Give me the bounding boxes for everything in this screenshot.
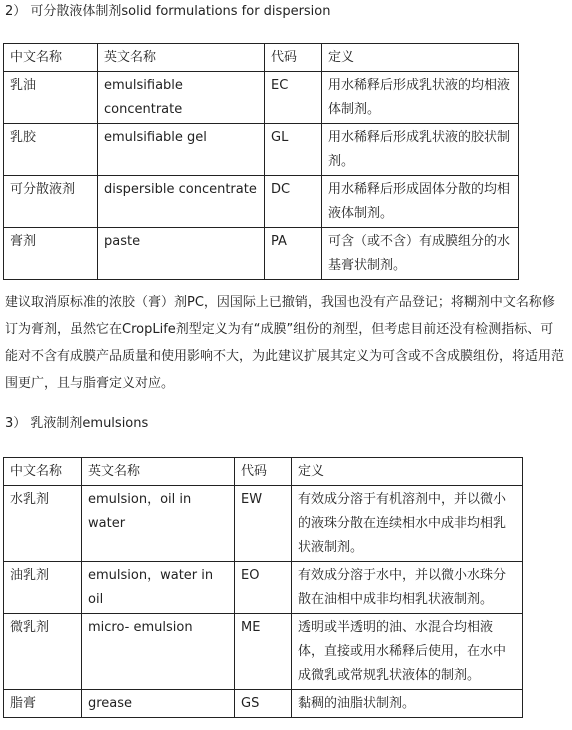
cell-chinese-name: 脂膏 — [4, 690, 82, 718]
table-row — [4, 614, 523, 690]
table-row — [4, 124, 519, 176]
table-row — [4, 228, 519, 280]
table-header-row — [4, 44, 519, 72]
header-code: 代码 — [265, 44, 322, 72]
cell-code: EO — [235, 562, 292, 614]
table-row — [4, 486, 523, 562]
cell-english-name: emulsifiable concentrate — [98, 72, 265, 124]
cell-code: DC — [265, 176, 322, 228]
cell-english-name: emulsifiable gel — [98, 124, 265, 176]
recommendation-paragraph: 建议取消原标准的浓胶（膏）剂PC，因国际上已撤销，我国也没有产品登记；将糊剂中文名称修订为膏剂，虽然它在CropLife剂型定义为有“成膜”组份的剂型，但考虑目前还没有检测指标、可能对不含有成膜产品质量和使用影响不大，为此建议扩展其定义为可含或不含成膜组份，将适用范围更广，且与脂膏定义对应。 — [5, 295, 565, 391]
cell-code: EC — [265, 72, 322, 124]
cell-definition: 有效成分溶于水中，并以微小水珠分散在油相中成非均相乳状液制剂。 — [292, 562, 523, 614]
cell-definition: 用水稀释后形成乳状液的胶状制剂。 — [322, 124, 519, 176]
cell-chinese-name: 微乳剂 — [4, 614, 82, 690]
cell-code: GS — [235, 690, 292, 718]
cell-english-name: emulsion，oil in water — [82, 486, 235, 562]
table-row — [4, 176, 519, 228]
cell-definition: 黏稠的油脂状制剂。 — [292, 690, 523, 718]
table-row — [4, 72, 519, 124]
cell-code: PA — [265, 228, 322, 280]
table-emulsion-formulations — [3, 457, 523, 718]
cell-definition: 透明或半透明的油、水混合均相液体，直接或用水稀释后使用，在水中成微乳或常规乳状液体的制剂。 — [292, 614, 523, 690]
cell-code: GL — [265, 124, 322, 176]
table-header-row — [4, 458, 523, 486]
cell-english-name: micro- emulsion — [82, 614, 235, 690]
cell-chinese-name: 油乳剂 — [4, 562, 82, 614]
header-code: 代码 — [235, 458, 292, 486]
header-definition: 定义 — [322, 44, 519, 72]
table-dispersible-liquid-formulations — [3, 43, 519, 280]
cell-definition: 有效成分溶于有机溶剂中，并以微小的液珠分散在连续相水中成非均相乳状液制剂。 — [292, 486, 523, 562]
cell-chinese-name: 可分散液剂 — [4, 176, 98, 228]
cell-english-name: emulsion，water in oil — [82, 562, 235, 614]
table-row — [4, 562, 523, 614]
cell-english-name: paste — [98, 228, 265, 280]
cell-chinese-name: 膏剂 — [4, 228, 98, 280]
cell-code: ME — [235, 614, 292, 690]
cell-definition: 用水稀释后形成乳状液的均相液体制剂。 — [322, 72, 519, 124]
section-heading-solid-formulations: 2） 可分散液体制剂solid formulations for dispersion — [5, 4, 331, 19]
cell-chinese-name: 乳胶 — [4, 124, 98, 176]
header-chinese-name: 中文名称 — [4, 458, 82, 486]
header-definition: 定义 — [292, 458, 523, 486]
cell-chinese-name: 乳油 — [4, 72, 98, 124]
cell-chinese-name: 水乳剂 — [4, 486, 82, 562]
table-row — [4, 690, 523, 718]
cell-definition: 用水稀释后形成固体分散的均相液体制剂。 — [322, 176, 519, 228]
cell-english-name: grease — [82, 690, 235, 718]
cell-english-name: dispersible concentrate — [98, 176, 265, 228]
header-english-name: 英文名称 — [82, 458, 235, 486]
cell-definition: 可含（或不含）有成膜组分的水基膏状制剂。 — [322, 228, 519, 280]
header-chinese-name: 中文名称 — [4, 44, 98, 72]
section-heading-emulsions: 3） 乳液制剂emulsions — [5, 416, 149, 431]
header-english-name: 英文名称 — [98, 44, 265, 72]
cell-code: EW — [235, 486, 292, 562]
